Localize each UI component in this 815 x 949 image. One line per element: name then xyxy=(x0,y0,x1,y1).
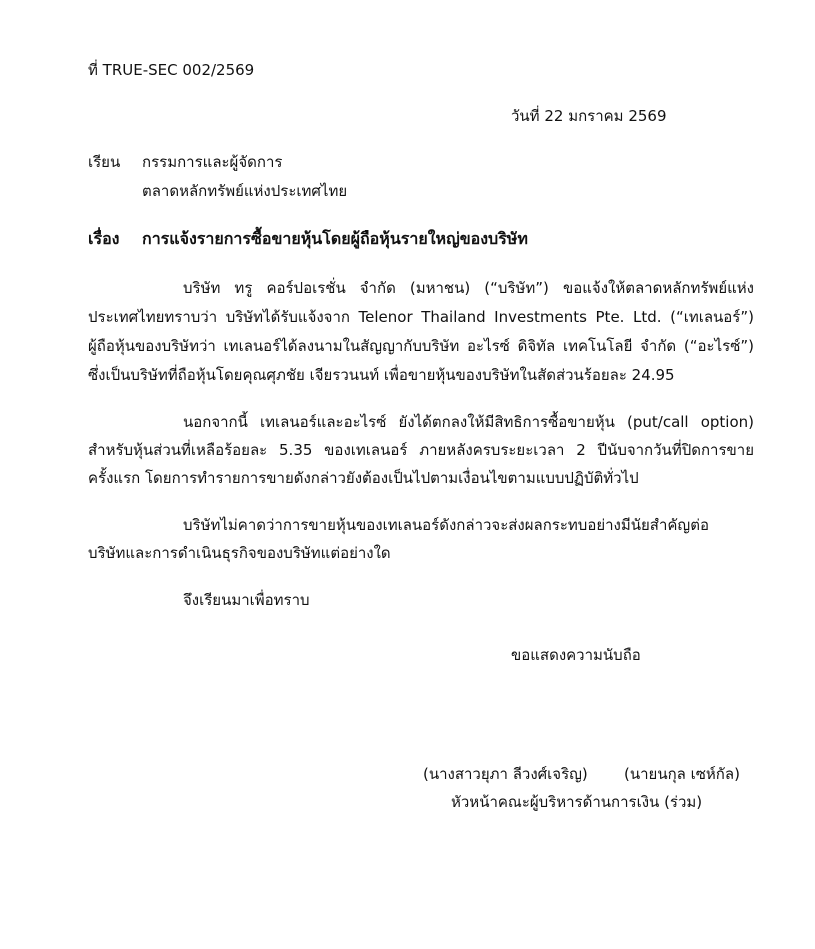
signatory-1-name: (นางสาวยุภา ลีวงศ์เจริญ) xyxy=(423,765,588,783)
recipient-line-2: ตลาดหลักทรัพย์แห่งประเทศไทย xyxy=(142,182,348,200)
paragraph-1-line-1: บริษัท ทรู คอร์ปอเรชั่น จำกัด (มหาชน) (“บริษัท”) ขอแจ้งให้ตลาดหลักทรัพย์แห่ง xyxy=(183,279,754,297)
paragraph-3-line-1: บริษัทไม่คาดว่าการขายหุ้นของเทเลนอร์ดังกล่าวจะส่งผลกระทบอย่างมีนัยสำคัญต่อ xyxy=(183,516,709,534)
to-label: เรียน xyxy=(88,153,121,171)
subject-text: การแจ้งรายการซื้อขายหุ้นโดยผู้ถือหุ้นรายใหญ่ของบริษัท xyxy=(142,229,528,248)
paragraph-2-line-3: ครั้งแรก โดยการทำรายการขายดังกล่าวยังต้องเป็นไปตามเงื่อนไขตามแบบปฏิบัติทั่วไป xyxy=(88,469,639,487)
subject-label: เรื่อง xyxy=(88,229,120,248)
letter-date: วันที่ 22 มกราคม 2569 xyxy=(511,107,667,125)
reference-number: ที่ TRUE-SEC 002/2569 xyxy=(88,61,255,79)
paragraph-3-line-2: บริษัทและการดำเนินธุรกิจของบริษัทแต่อย่างใด xyxy=(88,544,391,562)
paragraph-2-line-1: นอกจากนี้ เทเลนอร์และอะไรซ์ ยังได้ตกลงให้มีสิทธิการซื้อขายหุ้น (put/call option) xyxy=(183,413,754,431)
closing-request: จึงเรียนมาเพื่อทราบ xyxy=(183,591,310,609)
closing-salutation: ขอแสดงความนับถือ xyxy=(511,646,641,664)
paragraph-1-line-2: ประเทศไทยทราบว่า บริษัทได้รับแจ้งจาก Telenor Thailand Investments Pte. Ltd. (“เทเลนอร์”) xyxy=(88,308,754,326)
signatory-2-name: (นายนกุล เซห์กัล) xyxy=(624,765,740,783)
paragraph-1-line-3: ผู้ถือหุ้นของบริษัทว่า เทเลนอร์ได้ลงนามในสัญญากับบริษัท อะไรซ์ ดิจิทัล เทคโนโลยี จำกัด (“อะไรซ์”) xyxy=(88,337,754,355)
recipient-line-1: กรรมการและผู้จัดการ xyxy=(142,153,283,171)
signatory-title: หัวหน้าคณะผู้บริหารด้านการเงิน (ร่วม) xyxy=(451,793,703,811)
paragraph-2-line-2: สำหรับหุ้นส่วนที่เหลือร้อยละ 5.35 ของเทเลนอร์ ภายหลังครบระยะเวลา 2 ปีนับจากวันที่ปิดการขาย xyxy=(88,441,754,459)
paragraph-1-line-4: ซึ่งเป็นบริษัทที่ถือหุ้นโดยคุณศุภชัย เจียรวนนท์ เพื่อขายหุ้นของบริษัทในสัดส่วนร้อยละ 24.95 xyxy=(88,366,675,384)
